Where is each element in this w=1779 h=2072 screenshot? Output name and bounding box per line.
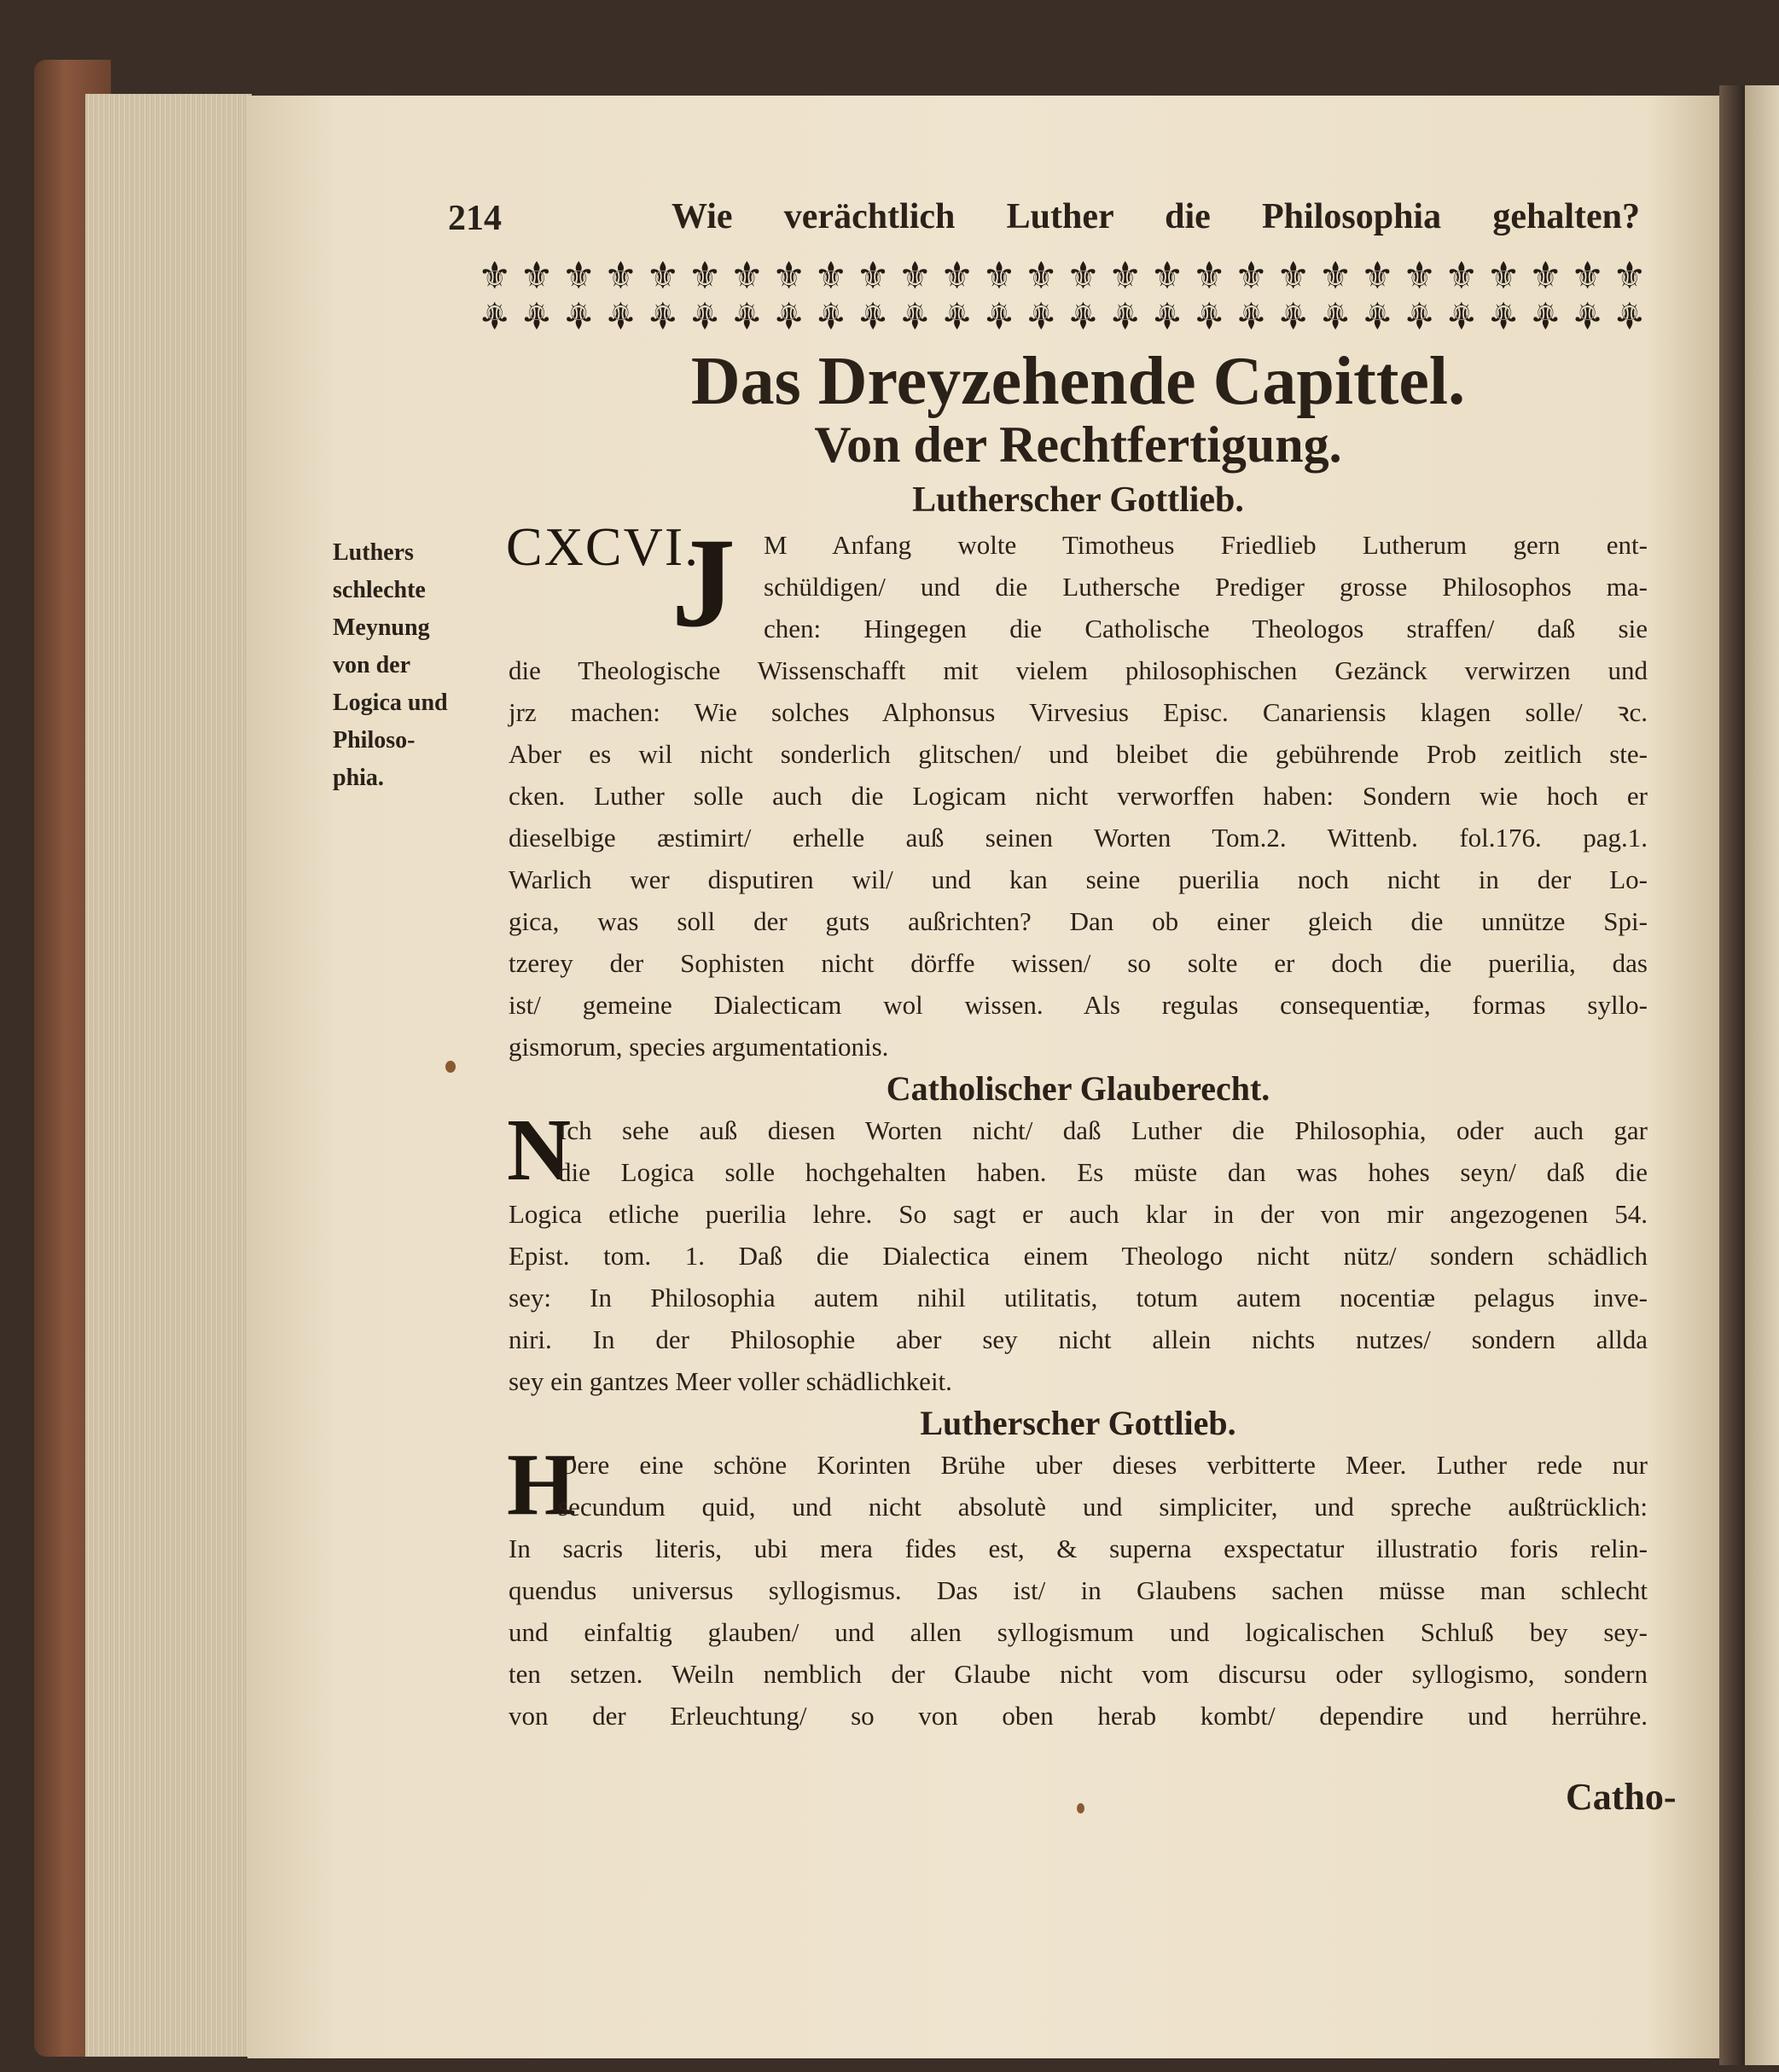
fleuron-ornament-icon: ⚜	[1024, 294, 1058, 335]
ornament-row-top	[478, 255, 1647, 297]
fleuron-ornament-icon: ⚜	[1318, 294, 1352, 335]
fleuron-ornament-icon: ⚜	[856, 255, 890, 297]
fleuron-ornament-icon: ⚜	[1613, 294, 1647, 335]
margin-note-line: Luthers	[333, 539, 414, 566]
page-number: 214	[448, 199, 502, 238]
fleuron-ornament-icon: ⚜	[646, 255, 680, 297]
margin-note-line: Logica und	[333, 690, 448, 716]
fleuron-ornament-icon: ⚜	[1528, 294, 1563, 335]
fleuron-ornament-icon: ⚜	[1066, 294, 1101, 335]
text-line: die Logica solle hochgehalten haben. Es müste dan was hohes seyn/ daß die	[558, 1157, 1648, 1187]
fleuron-ornament-icon: ⚜	[1613, 255, 1647, 297]
fleuron-ornament-icon: ⚜	[646, 294, 680, 335]
text-line: und einfaltig glauben/ und allen syllogismum und logicalischen Schluß bey sey-	[509, 1617, 1648, 1647]
fleuron-ornament-icon: ⚜	[856, 294, 890, 335]
text-line: gica, was soll der guts außrichten? Dan ob einer gleich die unnütze Spi-	[509, 906, 1648, 936]
text-line: niri. In der Philosophie aber sey nicht allein nichts nutzes/ sondern allda	[509, 1324, 1648, 1354]
foxing-spot	[445, 1061, 456, 1073]
foxing-spot	[1077, 1803, 1084, 1813]
fleuron-ornament-icon: ⚜	[478, 255, 512, 297]
margin-note	[333, 534, 448, 797]
fleuron-ornament-icon: ⚜	[1445, 294, 1479, 335]
fleuron-ornament-icon: ⚜	[688, 255, 722, 297]
margin-note-line: schlechte	[333, 577, 426, 603]
fleuron-ornament-icon: ⚜	[730, 255, 765, 297]
text-line: die Theologische Wissenschafft mit vielem philosophischen Gezänck verwirzen und	[509, 655, 1648, 685]
text-line: dieselbige æstimirt/ erhelle auß seinen Worten Tom.2. Wittenb. fol.176. pag.1.	[509, 823, 1648, 853]
text-line: tzerey der Sophisten nicht dörffe wissen/ so solte er doch die puerilia, das	[509, 948, 1648, 978]
text-line: ten setzen. Weiln nemblich der Glaube nicht vom discursu oder syllogismo, sondern	[509, 1659, 1648, 1689]
text-line: quendus universus syllogismus. Das ist/ in Glaubens sachen müsse man schlecht	[509, 1575, 1648, 1605]
text-line: schüldigen/ und die Luthersche Prediger grosse Philosophos ma-	[764, 572, 1648, 602]
text-line: chen: Hingegen die Catholische Theologos straffen/ daß sie	[764, 614, 1648, 643]
fleuron-ornament-icon: ⚜	[982, 255, 1016, 297]
text-line: gismorum, species argumentationis.	[509, 1032, 889, 1062]
text-line-content: Oere eine schöne Korinten Brühe uber dieses verbitterte Meer. Luther rede nur	[558, 1450, 1648, 1480]
text-line-content: Ich sehe auß diesen Worten nicht/ daß Luther die Philosophia, oder auch gar	[558, 1115, 1648, 1145]
fleuron-ornament-icon: ⚜	[1024, 255, 1058, 297]
text-line: sey: In Philosophia autem nihil utilitatis, totum autem nocentiæ pelagus inve-	[509, 1283, 1648, 1312]
margin-note-line: Meynung	[333, 614, 430, 641]
fleuron-ornament-icon: ⚜	[939, 294, 974, 335]
page-edges	[85, 94, 252, 2057]
margin-note-line: von der	[333, 652, 410, 678]
ornament-row-bottom	[478, 295, 1647, 333]
fleuron-ornament-icon: ⚜	[1360, 255, 1395, 297]
facing-page-edge	[1745, 85, 1779, 2065]
drop-cap: N	[507, 1101, 572, 1199]
fleuron-ornament-icon: ⚜	[1150, 255, 1184, 297]
fleuron-ornament-icon: ⚜	[814, 255, 848, 297]
fleuron-ornament-icon: ⚜	[1570, 294, 1605, 335]
fleuron-ornament-icon: ⚜	[1402, 294, 1437, 335]
drop-cap: J	[671, 512, 735, 654]
fleuron-ornament-icon: ⚜	[561, 255, 596, 297]
fleuron-ornament-icon: ⚜	[1150, 294, 1184, 335]
fleuron-ornament-icon: ⚜	[1570, 255, 1605, 297]
fleuron-ornament-icon: ⚜	[898, 294, 933, 335]
fleuron-ornament-icon: ⚜	[1528, 255, 1563, 297]
fleuron-ornament-icon: ⚜	[478, 294, 512, 335]
text-line: Epist. tom. 1. Daß die Dialectica einem Theologo nicht nütz/ sondern schädlich	[509, 1241, 1648, 1271]
fleuron-ornament-icon: ⚜	[1360, 294, 1395, 335]
fleuron-ornament-icon: ⚜	[1276, 294, 1311, 335]
drop-cap: H	[507, 1435, 576, 1534]
fleuron-ornament-icon: ⚜	[1108, 255, 1142, 297]
fleuron-ornament-icon: ⚜	[1486, 255, 1520, 297]
text-line: jrz machen: Wie solches Alphonsus Virvesius Episc. Canariensis klagen solle/ ꝛc.	[509, 697, 1648, 727]
margin-note-line: phia.	[333, 765, 384, 791]
body-text	[506, 512, 1648, 1737]
fleuron-ornament-icon: ⚜	[1108, 294, 1142, 335]
fleuron-ornament-icon: ⚜	[603, 255, 638, 297]
catchword: Catho-	[1566, 1776, 1677, 1818]
fleuron-ornament-icon: ⚜	[1486, 294, 1520, 335]
text-line: secundum quid, und nicht absolutè und simpliciter, und spreche außtrücklich:	[558, 1492, 1648, 1522]
running-title: Wie verächtlich Luther die Philosophia gehalten?	[671, 197, 1640, 236]
text-line-content: M Anfang wolte Timotheus Friedlieb Lutherum gern ent-	[764, 530, 1648, 560]
fleuron-ornament-icon: ⚜	[982, 294, 1016, 335]
text-line: In sacris literis, ubi mera fides est, & superna exspectatur illustratio foris relin-	[509, 1534, 1648, 1563]
fleuron-ornament-icon: ⚜	[898, 255, 933, 297]
fleuron-ornament-icon: ⚜	[1066, 255, 1101, 297]
text-line: Warlich wer disputiren wil/ und kan seine puerilia noch nicht in der Lo-	[509, 864, 1648, 894]
margin-note-line: Philoso-	[333, 727, 416, 754]
speaker-heading: Lutherscher Gottlieb.	[920, 1404, 1236, 1442]
chapter-subtitle: Von der Rechtfertigung.	[814, 416, 1342, 473]
text-line: ist/ gemeine Dialecticam wol wissen. Als regulas consequentiæ, formas syllo-	[509, 990, 1648, 1020]
fleuron-ornament-icon: ⚜	[730, 294, 765, 335]
text-line: Logica etliche puerilia lehre. So sagt er auch klar in der von mir angezogenen 54.	[509, 1199, 1648, 1229]
fleuron-ornament-icon: ⚜	[1445, 255, 1479, 297]
text-line: cken. Luther solle auch die Logicam nicht verworffen haben: Sondern wie hoch er	[509, 781, 1648, 811]
fleuron-ornament-icon: ⚜	[814, 294, 848, 335]
fleuron-ornament-icon: ⚜	[1192, 255, 1226, 297]
fleuron-ornament-icon: ⚜	[1234, 294, 1269, 335]
fleuron-ornament-icon: ⚜	[771, 255, 806, 297]
fleuron-ornament-icon: ⚜	[939, 255, 974, 297]
fleuron-ornament-icon: ⚜	[520, 294, 554, 335]
fleuron-ornament-icon: ⚜	[1234, 255, 1269, 297]
fleuron-ornament-icon: ⚜	[561, 294, 596, 335]
fleuron-ornament-icon: ⚜	[1402, 255, 1437, 297]
book-gutter	[1719, 85, 1747, 2065]
fleuron-ornament-icon: ⚜	[603, 294, 638, 335]
section-number: CXCVI.	[506, 516, 701, 577]
fleuron-ornament-icon: ⚜	[1318, 255, 1352, 297]
chapter-title: Das Dreyzehende Capittel.	[690, 344, 1466, 419]
speaker-heading: Catholischer Glauberecht.	[886, 1069, 1270, 1108]
fleuron-ornament-icon: ⚜	[520, 255, 554, 297]
fleuron-ornament-icon: ⚜	[1192, 294, 1226, 335]
text-line: sey ein gantzes Meer voller schädlichkeit.	[509, 1366, 952, 1396]
text-line: von der Erleuchtung/ so von oben herab kombt/ dependire und herrühre.	[509, 1701, 1648, 1731]
speaker-heading: Lutherscher Gottlieb.	[912, 480, 1244, 520]
fleuron-ornament-icon: ⚜	[1276, 255, 1311, 297]
text-line: Aber es wil nicht sonderlich glitschen/ und bleibet die gebührende Prob zeitlich ste-	[509, 739, 1648, 769]
fleuron-ornament-icon: ⚜	[688, 294, 722, 335]
fleuron-ornament-icon: ⚜	[771, 294, 806, 335]
